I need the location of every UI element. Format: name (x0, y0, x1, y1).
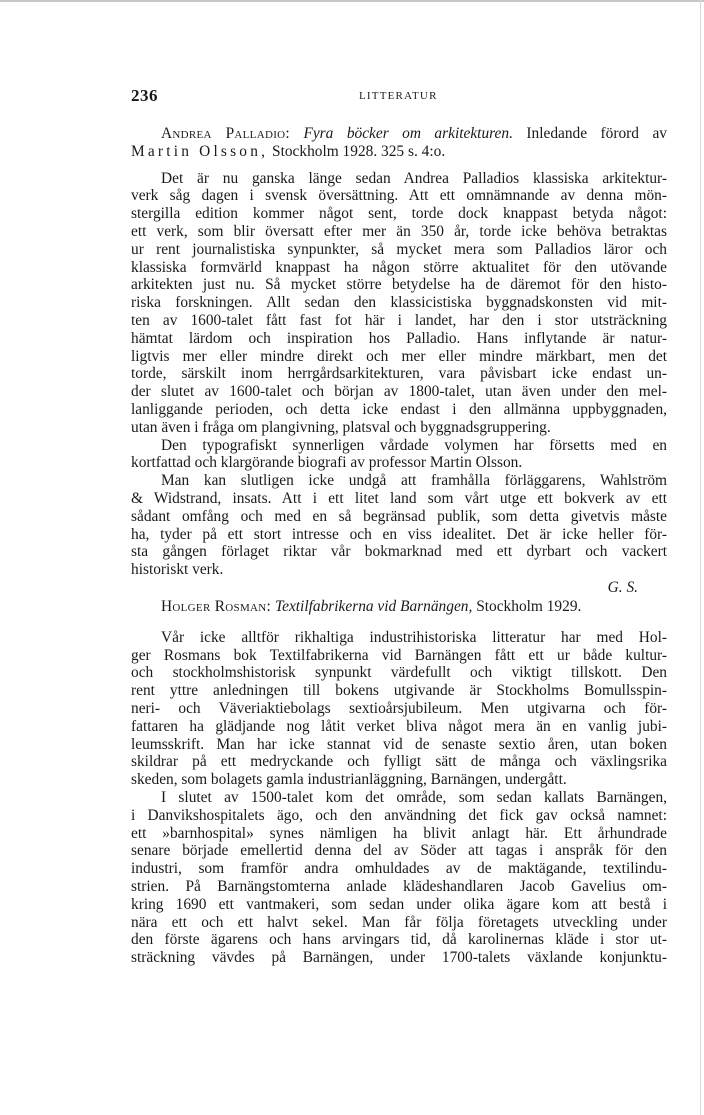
scan-right-edge (700, 0, 701, 1115)
text-line: arkitekten just nu. Så mycket större betydelse ha de däremot för den histo- (131, 276, 667, 294)
citation-details: Stockholm 1929. (476, 598, 582, 615)
review-rosman (131, 598, 667, 967)
text-line: och stockholmshistorisk synpunkt värdefullt och viktigt tillskott. Den (131, 664, 667, 682)
citation-author: Andrea Palladio: (161, 125, 290, 142)
text-line: der slutet av 1600-talet och början av 1800-talet, utan även under den mel- (131, 383, 667, 401)
citation-details: Stockholm 1928. 325 s. 4:o. (272, 142, 446, 160)
text-line: strien. På Barnängstomterna anlade klädeshandlaren Jacob Gavelius om- (131, 877, 667, 895)
text-line: sträckning vävdes på Barnängen, under 1700-talets växlande konjunktu- (131, 949, 667, 967)
text-line: Det är nu ganska länge sedan Andrea Palladios klassiska arkitektur- (161, 169, 667, 187)
text-line: stergilla edition kommer något sent, torde dock knappast betyda något: (131, 205, 667, 223)
text-line: ur rent journalistiska synpunkter, så mycket mera som Palladios läror och (131, 240, 667, 258)
text-line: nära ett och ett halvt sekel. Man får följa företagets utveckling under (131, 913, 667, 931)
text-line: ten av 1600-talet fått fast fot här i landet, har den i stor utsträckning (131, 311, 667, 329)
text-line: riska forskningen. Allt sedan den klassicistiska byggnadskonsten vid mit- (131, 294, 667, 312)
spacer (131, 161, 667, 170)
text-line: sådant omfång och med en så begränsad publik, som detta givetvis måste (131, 507, 667, 525)
citation-author: Holger Rosman: (161, 598, 272, 615)
text-line: ger Rosmans bok Textilfabrikerna vid Barnängen fått ett ur både kultur- (131, 646, 667, 664)
text-line: I slutet av 1500-talet kom det område, som sedan kallats Barnängen, (161, 788, 667, 806)
text-line: ha, tyder på ett stort intresse och en viss idealitet. Det är icke heller för- (131, 525, 667, 543)
text-line: ett verk, som blir översatt efter mer än 350 år, torde icke behöva betraktas (131, 222, 667, 240)
text-line: kring 1690 ett vantmakeri, som sedan under olika ägare kom att bestå i (131, 895, 667, 913)
text-line: & Widstrand, insats. Att i ett litet land som vårt utge ett bokverk av ett (131, 489, 667, 507)
text-line: sta gången förlaget riktar vår bokmarknad med ett dyrbart och vackert (131, 543, 667, 561)
reviewer-signature: G. S. (607, 578, 638, 596)
text-line: den förste ägarens och hans arvingars tid, då karolinernas kläde i stor ut- (131, 931, 667, 949)
text-line: verk såg dagen i svensk översättning. Att ett omnämnande av denna mön- (131, 187, 667, 205)
text-line: klassiska formvärld knappast ha någon större aktualitet för den utövande (131, 258, 667, 276)
text-line: ligtvis mer eller mindre direkt och mer eller mindre märkbart, men det (131, 347, 667, 365)
text-line: rent yttre anledningen till bokens utgivande är Stockholms Bomullsspin- (131, 682, 667, 700)
running-head: LITTERATUR (359, 90, 438, 102)
citation-editor: Martin Olsson, (131, 142, 269, 160)
page-header (131, 86, 666, 110)
citation-line-2 (131, 143, 667, 161)
citation-title: Fyra böcker om arkitekturen. (303, 125, 513, 142)
citation-title: Textilfabrikerna vid Barnängen, (274, 598, 473, 615)
text-line: Den typografiskt synnerligen vårdade volymen har försetts med en (161, 436, 667, 454)
citation-line-1 (131, 125, 667, 143)
text-line: utan även i fråga om plangivning, platsval och byggnadsgruppering. (131, 418, 551, 436)
text-line: skeden, som bolagets gamla industrianläggning, Barnängen, undergått. (131, 771, 567, 789)
text-line: kortfattad och klargörande biografi av professor Martin Olsson. (131, 454, 523, 472)
scan-top-edge (0, 0, 704, 2)
text-line: neri- och Väveriaktiebolags sextioårsjubileum. Men utgivarna och för- (131, 699, 667, 717)
text-line: i Danvikshospitalets ägo, och den användning det fick gav också namnet: (131, 806, 667, 824)
text-line: senare började emellertid denna del av Söder att tagas i anspråk för den (131, 842, 667, 860)
page-number: 236 (131, 86, 158, 105)
text-line: hämtat lärdom och inspiration hos Palladio. Hans inflytande är natur- (131, 329, 667, 347)
citation-intro: Inledande förord av (526, 125, 667, 142)
text-line: torde, särskilt inom herrgårdsarkitekturen, vara påvisbart icke endast un- (131, 365, 667, 383)
text-line: historiskt verk. (131, 561, 224, 579)
text-line: ett »barnhospital» synes nämligen ha blivit anlagt här. Ett århundrade (131, 824, 667, 842)
text-line: skildrar på ett medryckande och fylligt sätt de många och växlingsrika (131, 753, 667, 771)
spacer (131, 616, 667, 629)
text-line: fattaren ha glädjande nog låtit verket bliva något mera än en vanlig jubi- (131, 717, 667, 735)
citation-line (131, 598, 667, 616)
text-line: Vår icke alltför rikhaltiga industrihistoriska litteratur har med Hol- (161, 628, 667, 646)
review-palladio (131, 125, 667, 597)
text-line: industri, som framför andra omhuldades av de maktägande, textilindu- (131, 860, 667, 878)
text-line: leumsskrift. Man har icke stannat vid de senaste sextio åren, utan boken (131, 735, 667, 753)
text-line: Man kan slutligen icke undgå att framhålla förläggarens, Wahlström (161, 472, 667, 490)
text-line: lanliggande perioden, och detta icke endast i den allmänna uppbyggnaden, (131, 400, 667, 418)
